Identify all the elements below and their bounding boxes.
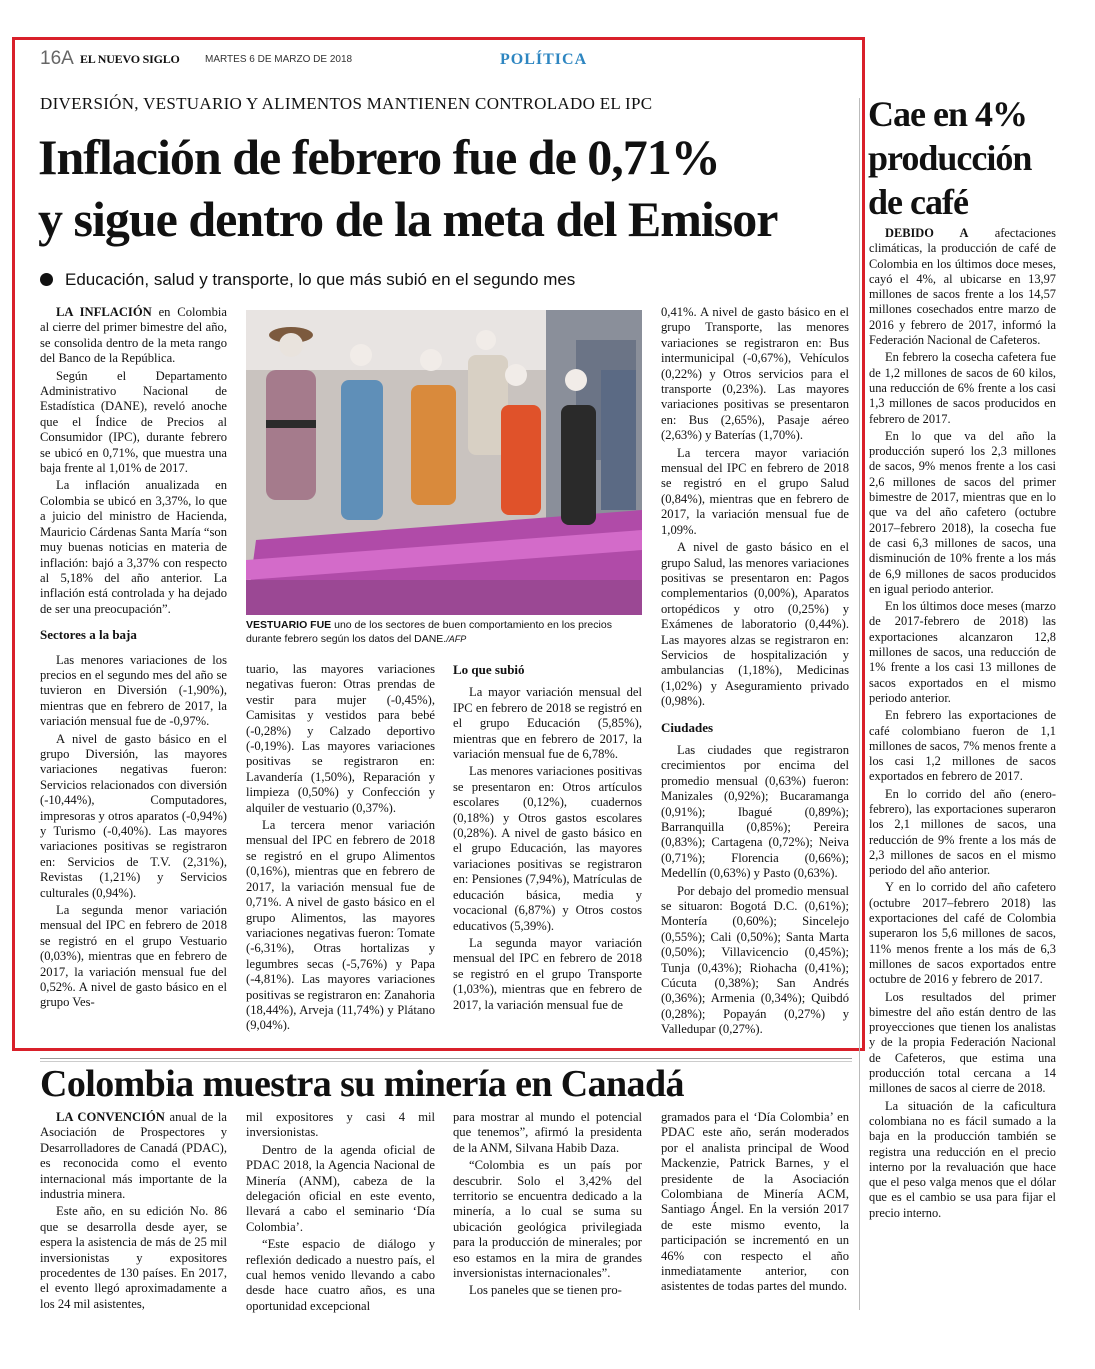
side-headline-line: de café <box>868 182 968 222</box>
article-kicker: DIVERSIÓN, VESTUARIO Y ALIMENTOS MANTIENEN CONTROLADO EL IPC <box>40 94 653 113</box>
paragraph: La segunda menor variación mensual del IPC en febrero de 2018 se registró en el grupo Vestuario (0,03%), mientras que en febrero de 2017, la variación mensual fue del 0,52%. A nivel de gasto básico en el grupo Ves- <box>40 903 227 1010</box>
paragraph: Y en lo corrido del año cafetero (octubre 2017–febrero 2018) las exportaciones del café de Colombia superaron los 5,6 millones de sacos, 11% menos frente a los más de 6,3 millones de sacos exportados entre octubre de 2016 y febrero de 2017. <box>869 880 1056 987</box>
paragraph: para mostrar al mundo el potencial que tenemos”, afirmó la presidenta de la ANM, Silvana Habib Daza. <box>453 1110 642 1155</box>
paragraph: En lo corrido del año (enero-febrero), las exportaciones superaron los 2,1 millones de sacos, una reducción de 9% frente a los más de 2,3 millones de sacos en el mismo periodo del año anterior. <box>869 786 1056 878</box>
paragraph: La tercera menor variación mensual del IPC en febrero de 2018 se registró en el grupo Alimentos (0,16%), mientras que en febrero de 2017, la variación mensual fue de 0,71%. A nivel de gasto básico en el grupo Alimentos, las mayores variaciones negativas fueron: Tomate (-6,31%), Otras hortalizas y legumbres secas (-5,76%) y Papa (-4,81%). Las mayores variaciones positivas se registraron en: Zanahoria (18,44%), Arveja (11,74%) y Plátano (9,04%). <box>246 818 435 1033</box>
headline-line-2: y sigue dentro de la meta del Emisor <box>38 191 778 247</box>
paragraph: anual de la Asociación de Prospectores y Desarrolladores de Canadá (PDAC), es reconocida como el evento internacional más importante de la industria minera. <box>40 1110 227 1202</box>
article-column-3 <box>453 656 642 1015</box>
paragraph: gramados para el ‘Día Colombia’ en PDAC este año, serán moderados por el analista principal de Wood Mackenzie, Patrick Barnes, y el presidente de la Asociación Colombiana de Minería ACM, Santiago Ángel. En la versión 2017 de este mismo evento, la participación se incrementó en un 46% con respecto el año inmediatamente anterior, con asistentes de todas partes del mundo. <box>661 1110 849 1294</box>
paragraph: A nivel de gasto básico en el grupo Salud, las menores variaciones positivas se presentaron en: Pagos complementarios (0,00%), Aparatos ortopédicos y otro (0,25%) y Exámenes de laboratorio (0,44%). Las mayores alzas se registraron en: Servicios de hospitalización y ambulancias (1,18%), Medicinas (1,02%) y Aseguramiento privado (0,98%). <box>661 540 849 709</box>
caption-text: uno de los sectores de buen comportamiento en los precios durante febrero según los datos del DANE. <box>246 619 612 645</box>
side-headline <box>868 92 1073 224</box>
paragraph: La mayor variación mensual del IPC en febrero de 2018 se registró en el grupo Educación (5,85%), mientras que en febrero de 2017, la variación mensual fue de 6,78%. <box>453 685 642 762</box>
side-article-body <box>869 226 1056 1223</box>
paragraph: La segunda mayor variación mensual del IPC en febrero de 2018 se registró en el grupo Transporte (1,03%), mientras que en febrero de 2017, la variación mensual fue de <box>453 935 642 1012</box>
paragraph: 0,41%. A nivel de gasto básico en el grupo Transporte, las menores variaciones se registraron en: Bus intermunicipal (-0,67%), Vehículos (0,22%) y Otros servicios para el transporte (0,23%). Las mayores variaciones positivas se presentaron en: Bus (2,65%), Pasaje aéreo (2,63%) y Baterías (1,70%). <box>661 305 849 443</box>
paragraph: Según el Departamento Administrativo Nacional de Estadística (DANE), reveló anoche que el Índice de Precios al Consumidor (IPC), durante febrero se ubicó en 0,71%, que muestra una baja frente al 1,01% de 2017. <box>40 368 227 476</box>
column-divider <box>859 98 860 1310</box>
second-article-column-2 <box>246 1110 435 1316</box>
paragraph: tuario, las mayores variaciones negativas fueron: Otras prendas de vestir para mujer (-0,45%), Camisitas y vestidos para bebé (-0,28%) y Calzado deportivo (-0,19%). Las mayores variaciones positivas se registraron en: Lavandería (1,50%), Reparación y limpieza (0,50%) y Confección y alquiler de vestuario (0,37%). <box>246 662 435 815</box>
paragraph: En febrero las exportaciones de café colombiano fueron de 1,1 millones de sacos, 7% menos frente a los casi 1,2 millones de sacos exportados en febrero de 2017. <box>869 708 1056 784</box>
paragraph: La situación de la caficultura colombiana no es fácil sumado a la baja en la producción también se registra una reducción en el precio interno por la revaluación que hace que el peso valga menos que el dólar que es el cambio se usa para fijar el precio interno. <box>869 1098 1056 1220</box>
article-headline <box>38 126 858 250</box>
article-column-1 <box>40 305 227 1013</box>
paragraph: En febrero la cosecha cafetera fue de 1,2 millones de sacos de 60 kilos, una reducción de 6% frente a los casi 1,3 millones de sacos producidos en febrero de 2017. <box>869 350 1056 426</box>
article-separator <box>40 1058 852 1059</box>
article-column-2 <box>246 662 435 1036</box>
article-column-4 <box>661 305 849 1040</box>
mannequins-image <box>246 310 642 615</box>
paragraph: En lo que va del año la producción superó los 2,3 millones de sacos, 9% menos frente a los casi 2,6 millones de sacos del primer bimestre de 2017, mientras que en lo que va del año cafetero (octubre 2017–febrero 2018), la cosecha fue de casi 6,3 millones de sacos, una disminución de 10% frente a los más de 6,9 millones de sacos producidos en igual periodo anterior. <box>869 428 1056 596</box>
paragraph: La tercera mayor variación mensual del IPC en febrero de 2018 se registró en el grupo Salud (0,84%), mientras que en febrero de 2017, la variación mensual fue de 1,09%. <box>661 445 849 537</box>
newspaper-brand: EL NUEVO SIGLO <box>80 52 180 66</box>
paragraph: Dentro de la agenda oficial de PDAC 2018, la Agencia Nacional de Minería (ANM), cabeza de la delegación oficial en este evento, llevará a cabo el seminario ‘Día Colombia’. <box>246 1142 435 1234</box>
subheading: Sectores a la baja <box>40 627 137 643</box>
paragraph: afectaciones climáticas, la producción de café de Colombia en los últimos doce meses, cayó el 4%, al ubicarse en 13,97 millones de sacos frente a los 14,57 millones cosechados entre marzo de 2016 y febrero de 2017, informó la Federación Nacional de Cafeteros. <box>869 226 1056 348</box>
lead-in: LA INFLACIÓN <box>56 305 152 319</box>
paragraph: Las menores variaciones de los precios en el segundo mes del año se tuvieron en Diversión (-1,90%), mientras que en febrero de 2017, la variación mensual fue de -0,97%. <box>40 652 227 729</box>
paragraph: Los resultados del primer bimestre del año están dentro de las proyecciones que tienen los analistas y de la propia Federación Nacional de Cafeteros, que estima una producción total cercana a 14 millones de sacos al cierre de 2018. <box>869 989 1056 1096</box>
paragraph: La inflación anualizada en Colombia se ubicó en 3,37%, lo que a juicio del ministro de Hacienda, Mauricio Cárdenas Santa María “son muy buenas noticias en materia de inflación: bajó a 3,37% con respecto al 5,18% del año anterior. La inflación está controlada y ha dejado de ser una preocupación”. <box>40 478 227 616</box>
paragraph: Las menores variaciones positivas se presentaron en: Otros artículos escolares (0,12%), cuadernos (0,18%) y Otros gastos escolares (0,28%). A nivel de gasto básico en el grupo Educación, las mayores variaciones positivas se registraron en: Pensiones (7,94%), Matrículas de educación básica, media y vocacional (6,87%) y Otros costos educativos (5,39%). <box>453 764 642 933</box>
paragraph: Los paneles que se tienen pro- <box>469 1283 622 1298</box>
lead-in: LA CONVENCIÓN <box>56 1110 165 1124</box>
paragraph: “Este espacio de diálogo y reflexión dedicado a nuestro país, el cual hemos venido llevando a cabo desde hace cuatro años, es una oportunidad excepcional <box>246 1237 435 1313</box>
paragraph: Las ciudades que registraron crecimientos por encima del promedio mensual (0,63%) fueron: Manizales (0,92%); Bucaramanga (0,91%); Ibagué (0,89%); Barranquilla (0,85%); Pereira (0,83%); Cartagena (0,72%); Neiva (0,71%); Florencia (0,66%); Medellín (0,63%) y Pasto (0,63%). <box>661 742 849 881</box>
paragraph: mil expositores y casi 4 mil inversionistas. <box>246 1110 435 1140</box>
paragraph: “Colombia es un país por descubrir. Solo el 3,42% del territorio se encuentra dedicado a la minería, a lo cual se suma su ubicación geológica privilegiada para la producción de minerales; por eso estamos en la mira de grandes inversionistas internacionales”. <box>453 1158 642 1281</box>
bullet-icon <box>40 273 53 286</box>
photo-caption <box>246 619 642 646</box>
lead-in: DEBIDO A <box>885 226 969 240</box>
paragraph: En los últimos doce meses (marzo de 2017-febrero de 2018) las exportaciones alcanzaron 12,8 millones de sacos, una reducción de 1% frente a los casi 13 millones de sacos exportados en el mismo periodo anterior. <box>869 599 1056 705</box>
side-headline-line: Cae en 4% <box>868 94 1027 134</box>
subheading: Ciudades <box>661 719 714 735</box>
subheading: Lo que subió <box>453 662 525 677</box>
second-article-column-1 <box>40 1110 227 1314</box>
headline-line-1: Inflación de febrero fue de 0,71% <box>38 129 720 185</box>
subtitle-text: Educación, salud y transporte, lo que más subió en el segundo mes <box>65 270 576 289</box>
photo-credit: /AFP <box>446 633 467 644</box>
paragraph: A nivel de gasto básico en el grupo Diversión, las mayores variaciones negativas fueron: Servicios relacionados con diversión (-10,44%), Computadores, impresoras y otros aparatos (-0,94%) y Turismo (-0,40%). Las mayores variaciones positivas se registraron en: Servicios de T.V. (2,31%), Revistas (1,21%) y Servicios culturales (0,94%). <box>40 731 227 900</box>
article-subtitle <box>40 270 575 290</box>
paragraph: Por debajo del promedio mensual se situaron: Bogotá D.C. (0,61%); Montería (0,60%); Sincelejo (0,55%); Cali (0,50%); Santa Marta (0,50%); Villavicencio (0,45%); Tunja (0,43%); Riohacha (0,41%); Cúcuta (0,38%); San Andrés (0,36%); Armenia (0,34%); Quibdó (0,28%); Popayán (0,27%) y Valledupar (0,27%). <box>661 883 849 1037</box>
side-headline-line: producción <box>868 138 1032 178</box>
page-number: 16A <box>40 48 74 69</box>
second-article-column-4 <box>661 1110 849 1297</box>
second-article-headline: Colombia muestra su minería en Canadá <box>40 1063 684 1105</box>
section-label: POLÍTICA <box>500 51 588 68</box>
article-photo <box>246 310 642 615</box>
caption-lead: VESTUARIO FUE <box>246 619 332 631</box>
paragraph: en Colombia al cierre del primer bimestre del año, se consolida dentro de la meta rango del Banco de la República. <box>40 305 227 366</box>
paragraph: Este año, en su edición No. 86 que se desarrolla desde ayer, se espera la asistencia de más de 25 mil inversionistas y expositores procedentes de 130 países. En 2017, el evento llegó aproximadamente a los 24 mil asistentes, <box>40 1204 227 1311</box>
issue-date: MARTES 6 DE MARZO DE 2018 <box>205 54 353 65</box>
second-article-column-3 <box>453 1110 642 1301</box>
